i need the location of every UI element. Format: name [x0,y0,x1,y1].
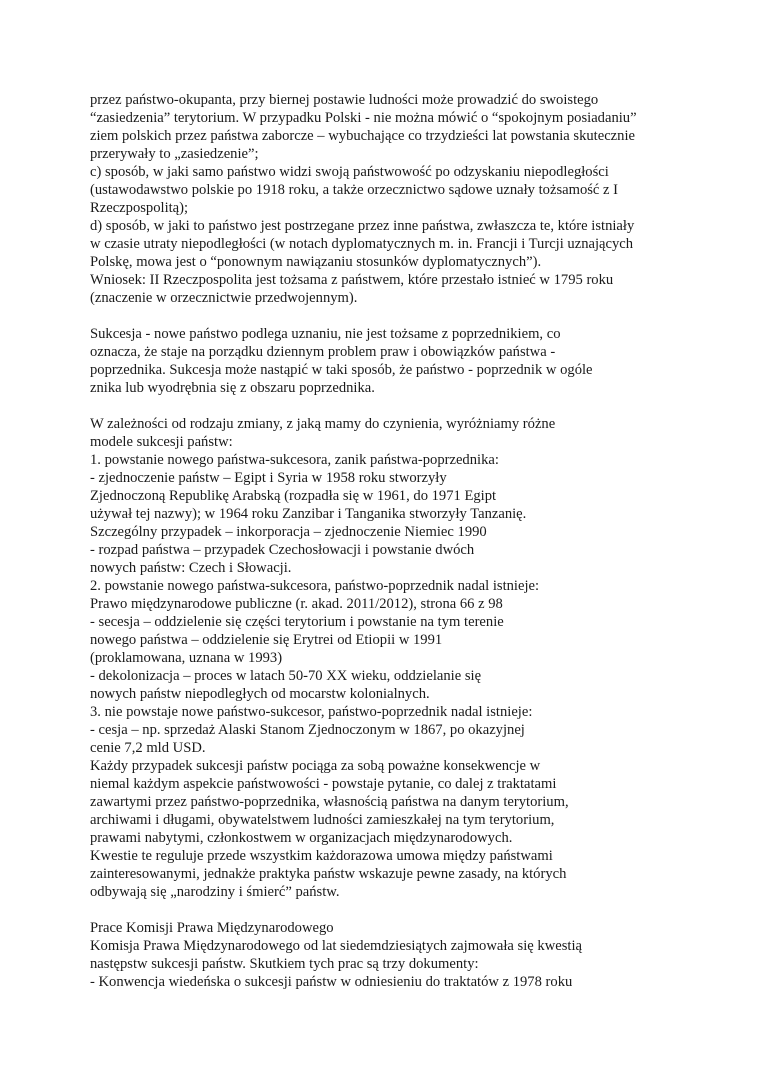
text-line: cenie 7,2 mld USD. [90,740,206,756]
text-line: “zasiedzenia” terytorium. W przypadku Polski - nie można mówić o “spokojnym posiadaniu” [90,110,637,126]
document-body [90,91,690,991]
text-line: - Konwencja wiedeńska o sukcesji państw w odniesieniu do traktatów z 1978 roku [90,974,573,990]
text-line: archiwami i długami, obywatelstwem ludności zamieszkałej na tym terytorium, [90,812,555,828]
text-line: Każdy przypadek sukcesji państw pociąga za sobą poważne konsekwencje w [90,758,541,774]
text-line: - cesja – np. sprzedaż Alaski Stanom Zjednoczonym w 1867, po okazyjnej [90,722,525,738]
text-line: używał tej nazwy); w 1964 roku Zanzibar i Tanganika stworzyły Tanzanię. [90,506,527,522]
text-line: zainteresowanymi, jednakże praktyka państw wskazuje pewne zasady, na których [90,866,567,882]
text-line: nowych państw niepodległych od mocarstw kolonialnych. [90,686,430,702]
text-line: 2. powstanie nowego państwa-sukcesora, państwo-poprzednik nadal istnieje: [90,578,540,594]
text-line: 3. nie powstaje nowe państwo-sukcesor, państwo-poprzednik nadal istnieje: [90,704,533,720]
text-line: Prawo międzynarodowe publiczne (r. akad. 2011/2012), strona 66 z 98 [90,596,503,612]
text-line: niemal każdym aspekcie państwowości - powstaje pytanie, co dalej z traktatami [90,776,557,792]
text-line: (proklamowana, uznana w 1993) [90,650,283,666]
text-line: Kwestie te reguluje przede wszystkim każdorazowa umowa między państwami [90,848,553,864]
text-line: oznacza, że staje na porządku dziennym problem praw i obowiązków państwa - [90,344,556,360]
text-line: Polskę, mowa jest o “ponownym nawiązaniu stosunków dyplomatycznych”). [90,254,542,270]
text-line: c) sposób, w jaki samo państwo widzi swoją państwowość po odzyskaniu niepodległości [90,164,609,180]
text-line: Prace Komisji Prawa Międzynarodowego [90,920,334,936]
paragraph-gap [90,901,690,919]
paragraph [90,919,690,991]
text-line: Zjednoczoną Republikę Arabską (rozpadła się w 1961, do 1971 Egipt [90,488,497,504]
text-line: nowego państwa – oddzielenie się Erytrei od Etiopii w 1991 [90,632,443,648]
text-line: przerywały to „zasiedzenie”; [90,146,259,162]
text-line: poprzednika. Sukcesja może nastąpić w taki sposób, że państwo - poprzednik w ogóle [90,362,593,378]
text-line: w czasie utraty niepodległości (w notach dyplomatycznych m. in. Francji i Turcji uznających [90,236,634,252]
text-line: Szczególny przypadek – inkorporacja – zjednoczenie Niemiec 1990 [90,524,487,540]
text-line: W zależności od rodzaju zmiany, z jaką mamy do czynienia, wyróżniamy różne [90,416,556,432]
text-line: prawami nabytymi, członkostwem w organizacjach międzynarodowych. [90,830,513,846]
text-line: - secesja – oddzielenie się części terytorium i powstanie na tym terenie [90,614,504,630]
text-line: Wniosek: II Rzeczpospolita jest tożsama z państwem, które przestało istnieć w 1795 roku [90,272,614,288]
text-line: (znaczenie w orzecznictwie przedwojennym). [90,290,358,306]
text-line: nowych państw: Czech i Słowacji. [90,560,292,576]
text-line: Sukcesja - nowe państwo podlega uznaniu, nie jest tożsame z poprzednikiem, co [90,326,561,342]
text-line: modele sukcesji państw: [90,434,233,450]
text-line: przez państwo-okupanta, przy biernej postawie ludności może prowadzić do swoistego [90,92,599,108]
text-line: d) sposób, w jaki to państwo jest postrzegane przez inne państwa, zwłaszcza te, które istniały [90,218,635,234]
text-line: ziem polskich przez państwa zaborcze – wybuchające co trzydzieści lat powstania skutecznie [90,128,635,144]
paragraph [90,415,690,901]
text-line: - zjednoczenie państw – Egipt i Syria w 1958 roku stworzyły [90,470,447,486]
paragraph-gap [90,307,690,325]
paragraph [90,91,690,307]
text-line: następstw sukcesji państw. Skutkiem tych prac są trzy dokumenty: [90,956,479,972]
text-line: znika lub wyodrębnia się z obszaru poprzednika. [90,380,375,396]
text-line: 1. powstanie nowego państwa-sukcesora, zanik państwa-poprzednika: [90,452,499,468]
text-line: Komisja Prawa Międzynarodowego od lat siedemdziesiątych zajmowała się kwestią [90,938,582,954]
text-line: Rzeczpospolitą); [90,200,189,216]
text-line: odbywają się „narodziny i śmierć” państw. [90,884,340,900]
text-line: - dekolonizacja – proces w latach 50-70 XX wieku, oddzielanie się [90,668,482,684]
text-line: - rozpad państwa – przypadek Czechosłowacji i powstanie dwóch [90,542,475,558]
paragraph [90,325,690,397]
text-line: (ustawodawstwo polskie po 1918 roku, a także orzecznictwo sądowe uznały tożsamość z I [90,182,619,198]
paragraph-gap [90,397,690,415]
text-line: zawartymi przez państwo-poprzednika, własnością państwa na danym terytorium, [90,794,569,810]
